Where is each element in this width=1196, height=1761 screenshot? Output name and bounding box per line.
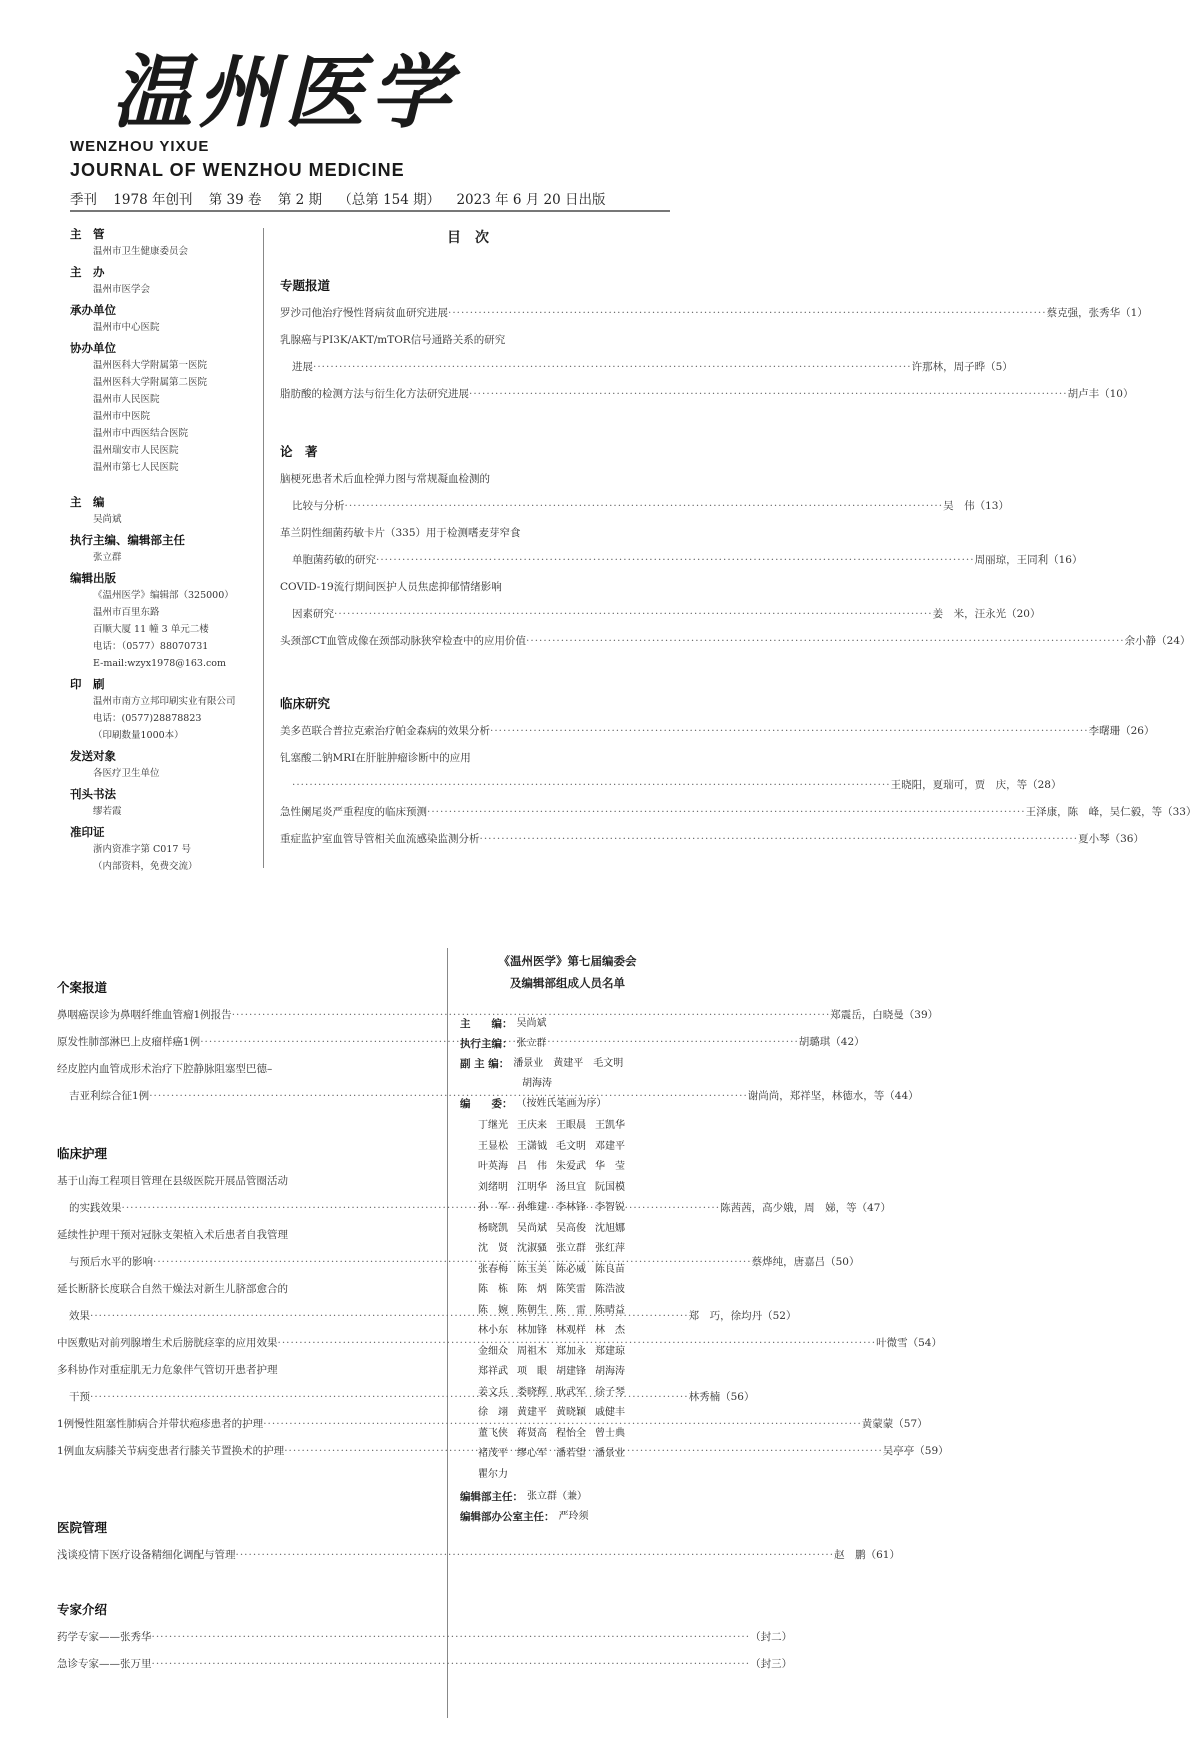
entry-title: 脂肪酸的检测方法与衍生化方法研究进展 [280,388,469,400]
board-member-name [556,1465,595,1486]
board-member-name: 蒋贤高 [517,1427,547,1439]
leader-dots [427,799,1026,826]
board-member-name: 程怡全 [556,1427,586,1439]
board-member-name: 林 杰 [595,1325,625,1336]
entry-authors-page: 林秀楠（56） [688,1391,755,1403]
entry-authors-page: 姜 米，汪永光（20） [932,608,1041,620]
toc-section-title: 专题报道 [280,278,331,293]
toc-entry[interactable] [280,628,1191,655]
entry-title: 中医敷贴对前列腺增生术后膀胱痉挛的应用效果 [57,1337,278,1349]
sidebar-label: 主 办 [70,265,105,279]
entry-authors-page: 陈茜茜，高少娥，周 娣，等（47） [720,1202,891,1214]
leader-dots [526,628,1125,655]
leader-dots [313,354,912,381]
board-member-name: 沈旭娜 [595,1222,625,1234]
board-member-name: 陈 栋 [478,1284,508,1295]
entry-title: 进展 [292,361,313,373]
board-member-name: 胡建锋 [556,1366,586,1377]
board-member-name: 孙维建 [517,1202,547,1213]
entry-title: 的实践效果 [69,1202,122,1214]
sidebar-value: 张立群 [93,552,122,563]
sidebar-value: 温州瑞安市人民医院 [93,445,179,456]
board-member-name [595,1465,634,1486]
board-row-chief-editor [460,1014,675,1034]
board-member-name: 王凯华 [595,1120,625,1131]
board-person: 张立群（兼） [527,1491,587,1502]
board-role-label: 编 委： [460,1098,513,1110]
toc-section-title: 临床护理 [57,1146,108,1161]
entry-authors-page: 王泽康，陈 峰，吴仁毅，等（33） [1025,806,1196,818]
board-person: 严玲须 [558,1511,589,1522]
toc-entry-title-line[interactable]: 钆塞酸二钠MRI在肝脏肿瘤诊断中的应用 [280,752,471,764]
entry-authors-page: 李曙珊（26） [1088,725,1155,737]
sidebar-value: 各医疗卫生单位 [93,768,160,779]
toc-section-original-articles [280,442,1191,655]
journal-title-pinyin: WENZHOU YIXUE [70,138,210,155]
sidebar-group-executive-editor [70,532,250,566]
board-member-name: 叶英海 [478,1161,508,1172]
board-person: 吴尚斌 [516,1018,547,1029]
entry-authors-page: 许那林，周子晔（5） [911,361,1013,373]
leader-dots [334,601,933,628]
board-role-label: 执行主编： [460,1038,513,1050]
entry-authors-page: 夏小琴（36） [1078,833,1144,845]
board-member-name: 徐子琴 [595,1386,625,1398]
board-member-name: 黄晓颖 [556,1407,586,1418]
leader-dots [490,718,1089,745]
board-member-name: 王眼晨 [556,1120,586,1131]
board-member-name: 吴高俊 [556,1222,586,1234]
issue-number: 第 2 期 [277,192,322,208]
sidebar-group-calligraphy [70,786,250,820]
entry-title: 1例血友病膝关节病变患者行膝关节置换术的护理 [57,1445,285,1457]
entry-title: 鼻咽癌误诊为鼻咽纤维血管瘤1例报告 [57,1009,232,1021]
toc-section-special-reports [280,276,1148,408]
board-member-name: 缪心军 [517,1448,547,1459]
board-member-name: 王潇钺 [517,1140,547,1152]
toc-entry-title-line[interactable]: 多科协作对重症肌无力危象伴气管切开患者护理 [57,1364,278,1376]
leader-dots [376,547,975,574]
sidebar-value: 浙内资准字第 C017 号 [93,844,191,855]
board-member-row [460,1321,675,1342]
board-member-name: 徐 翊 [478,1407,508,1418]
board-member-name: 陈浩波 [595,1284,625,1295]
board-member-name: 沈 贤 [478,1243,508,1254]
board-member-name: 周祖木 [517,1345,547,1357]
toc-entry[interactable] [280,799,1196,826]
toc-entry[interactable] [280,826,1144,853]
board-member-name: 曾士典 [595,1427,625,1439]
entry-authors-page: 吴亭亭（59） [882,1445,949,1457]
entry-authors-page: （封二） [750,1631,793,1643]
entry-authors-page: 王晓阳，夏瑞可，贾 庆，等（28） [890,779,1062,791]
board-member-name: 陈玉美 [517,1263,547,1275]
toc-entry-title-line[interactable]: 乳腺癌与PI3K/AKT/mTOR信号通路关系的研究 [280,334,506,346]
toc-entry[interactable] [280,718,1155,745]
toc-entry[interactable] [280,381,1134,408]
sidebar-label: 发送对象 [70,749,116,763]
board-member-name [517,1465,556,1486]
entry-title: 单胞菌药敏的研究 [292,554,376,566]
board-row-office-director [460,1507,675,1527]
toc-section-clinical-research [280,694,1196,853]
entry-authors-page: 谢尚尚，郑祥坚，林德水，等（44） [747,1090,919,1102]
board-row-editorial-director [460,1487,675,1507]
board-member-name: 毛文明 [556,1140,586,1152]
board-member-name: 郑祥武 [478,1366,508,1377]
board-member-row [460,1260,675,1281]
board-title-line1: 《温州医学》第七届编委会 [498,954,637,968]
leader-dots [152,1624,751,1651]
board-member-name: 王庆来 [517,1120,547,1131]
board-member-name: 陈良苗 [595,1263,625,1275]
sidebar-group-sponsor [70,264,250,298]
entry-authors-page: （封三） [750,1658,793,1670]
board-member-row [460,1219,675,1240]
issue-volume: 第 39 卷 [208,192,262,208]
issue-publish-date: 2023 年 6 月 20 日出版 [456,192,606,208]
sidebar-value: 温州市中心医院 [93,322,160,333]
board-member-name: 杨晓凯 [478,1222,508,1234]
board-member-name: 陈朝生 [517,1304,547,1316]
sidebar-value: 温州市中西医结合医院 [93,428,189,439]
entry-title: 重症监护室血管导管相关血流感染监测分析 [280,833,480,845]
board-member-name: 邓建平 [595,1140,625,1152]
board-member-name: 黄建平 [517,1407,547,1418]
entry-authors-page: 黄蒙蒙（57） [861,1418,928,1430]
board-member-name: 李林锋 [556,1202,586,1213]
board-member-row [460,1137,675,1158]
toc-section-expert-intro [57,1600,793,1678]
entry-authors-page: 胡卢丰（10） [1067,388,1134,400]
board-member-row [460,1280,675,1301]
board-member-name: 胡海涛 [595,1366,625,1377]
issue-total-number: （总第 154 期） [338,192,441,208]
entry-authors-page: 胡璐琪（42） [798,1036,865,1048]
sidebar-value: 温州医科大学附属第一医院 [93,360,208,371]
entry-title: 比较与分析 [292,500,345,512]
board-member-name: 林小东 [478,1325,508,1336]
board-member-name: 江明华 [517,1181,547,1193]
leader-dots [152,1651,751,1678]
leader-dots [345,493,944,520]
board-member-row [460,1342,675,1363]
board-row-executive-editor [460,1034,675,1054]
board-member-name: 董飞侠 [478,1427,508,1439]
sidebar-label: 执行主编、编辑部主任 [70,533,185,547]
publication-info-sidebar [70,226,250,879]
sidebar-value: 温州市医学会 [93,284,151,295]
entry-title: 原发性肺部淋巴上皮瘤样癌1例 [57,1036,201,1048]
board-member-name: 华 莹 [595,1161,625,1172]
journal-logo-calligraphy [110,38,456,139]
masthead-divider [70,210,670,212]
sidebar-label: 主 编 [70,495,105,509]
board-member-name: 陈 炳 [517,1284,547,1295]
board-member-name: 陈 雷 [556,1304,586,1316]
board-member-name: 项 眼 [517,1366,547,1377]
editorial-board-panel [460,950,675,1527]
toc-entry-title-line[interactable]: COVID-19流行期间医护人员焦虑抑郁情绪影响 [280,581,502,593]
sidebar-group-publisher [70,570,250,672]
sidebar-value: 电话：（0577）88070731 [93,641,209,652]
entry-authors-page: 郑 巧，徐均丹（52） [688,1310,797,1322]
board-member-name: 丁继光 [478,1120,508,1131]
board-member-row [460,1383,675,1404]
entry-title: 吉亚利综合征1例 [69,1090,150,1102]
board-member-row [460,1424,675,1445]
entry-authors-page: 蔡克强，张秀华（1） [1046,307,1148,319]
sidebar-label: 刊头书法 [70,787,116,801]
board-member-name: 张立群 [556,1243,586,1254]
entry-authors-page: 吴 伟（13） [943,500,1009,512]
sidebar-value: 温州市南方立邦印刷实业有限公司 [93,696,236,707]
board-member-name: 潘若望 [556,1448,586,1459]
board-row-members-label [460,1094,675,1114]
sidebar-group-editor-in-chief [70,494,250,528]
board-member-name: 李智锐 [595,1202,625,1213]
entry-title: 1例慢性阻塞性肺病合并带状疱疹患者的护理 [57,1418,264,1430]
toc-entry[interactable] [57,1624,793,1651]
board-member-name: 陈晴益 [595,1304,625,1316]
sidebar-group-distribution [70,748,250,782]
sidebar-group-organizer [70,302,250,336]
entry-title: 因素研究 [292,608,334,620]
board-person: 胡海涛 [522,1078,552,1089]
board-member-name: 郑加永 [556,1345,586,1357]
logo-text: 温州医学 [112,45,456,139]
board-role-label: 主 编： [460,1018,513,1030]
sidebar-label: 协办单位 [70,341,116,355]
entry-authors-page: 叶微雪（54） [876,1337,942,1349]
entry-authors-page: 赵 鹏（61） [834,1549,900,1561]
board-member-name: 阮国模 [595,1181,625,1193]
board-member-name: 张春梅 [478,1263,508,1275]
entry-authors-page: 周丽琼，王同利（16） [974,554,1083,566]
toc-entry-title-line[interactable]: 延长断脐长度联合自然干燥法对新生儿脐部愈合的 [57,1283,288,1295]
board-member-name: 朱爱武 [556,1161,586,1172]
sidebar-group-co-organizers [70,340,250,476]
board-member-name: 孙 军 [478,1202,508,1213]
entry-title: 罗沙司他治疗慢性肾病贫血研究进展 [280,307,448,319]
board-member-name: 吕 伟 [517,1161,547,1172]
toc-section-title: 个案报道 [57,980,108,995]
board-member-name: 瞿尔力 [478,1468,508,1480]
leader-dots [292,772,891,799]
board-member-name: 张红萍 [595,1243,625,1254]
toc-title: 目次 [447,230,503,246]
entry-title: 急诊专家——张万里 [57,1658,152,1670]
leader-dots [480,826,1079,853]
board-member-name: 刘绪明 [478,1181,508,1193]
sidebar-value: 缪若霞 [93,806,122,817]
journal-title-english: JOURNAL OF WENZHOU MEDICINE [70,160,405,180]
sidebar-label: 准印证 [70,825,105,839]
sidebar-value: 温州市百里东路 [93,607,160,618]
toc-section-title: 论 著 [280,444,318,459]
toc-entry[interactable] [280,354,1013,381]
sidebar-value: 吴尚斌 [93,514,122,525]
board-member-name: 潘景业 [595,1448,625,1459]
sidebar-value: 百顺大厦 11 幢 3 单元二楼 [93,624,209,635]
entry-title: 美多芭联合普拉克索治疗帕金森病的效果分析 [280,725,490,737]
toc-entry[interactable] [280,601,1041,628]
entry-title: 药学专家——张秀华 [57,1631,152,1643]
board-member-name: 林加锋 [517,1325,547,1336]
entry-title: 急性阑尾炎严重程度的临床预测 [280,806,427,818]
toc-entry[interactable] [280,493,1009,520]
toc-entry-title-line[interactable]: 脑梗死患者术后血栓弹力图与常规凝血检测的 [280,473,490,485]
board-member-name: 陈必威 [556,1263,586,1275]
board-member-name: 褚茂平 [478,1448,508,1459]
board-member-name: 陈笑雷 [556,1284,586,1295]
entry-authors-page: 余小静（24） [1124,635,1191,647]
issue-founded: 1978 年创刊 [113,192,193,208]
board-title-line2: 及编辑部组成人员名单 [510,976,625,990]
leader-dots [236,1542,835,1569]
sidebar-label: 编辑出版 [70,571,116,585]
toc-section-title: 临床研究 [280,696,331,711]
board-member-row [460,1403,675,1424]
entry-title: 干预 [69,1391,90,1403]
sidebar-value: （印刷数量1000本） [93,730,184,741]
toc-entry[interactable] [280,300,1148,327]
sidebar-value: 温州市中医院 [93,411,151,422]
sidebar-label: 承办单位 [70,303,116,317]
board-member-name: 金细众 [478,1345,508,1357]
board-role-label: 编辑部主任： [460,1491,523,1503]
issue-info-line [70,188,618,208]
toc-entry[interactable] [57,1651,793,1678]
issue-frequency: 季刊 [70,192,97,208]
entry-authors-page: 郑震岳，白晓曼（39） [830,1009,939,1021]
sidebar-value: 电话：(0577)28878823 [93,713,202,724]
board-member-name: 王显松 [478,1140,508,1152]
board-row-deputy-editor [460,1054,675,1074]
sidebar-value: 温州市第七人民医院 [93,462,179,473]
sidebar-group-printer [70,676,250,744]
board-member-name: 汤旦宜 [556,1181,586,1193]
toc-entry-title-line[interactable]: 经皮腔内血管成形术治疗下腔静脉阻塞型巴德– [57,1063,273,1075]
sidebar-value: （内部资料，免费交流） [93,861,198,872]
toc-entry[interactable] [280,772,1062,799]
board-members-note: （按姓氏笔画为序） [516,1098,607,1109]
toc-section-hospital-management [57,1518,900,1569]
logo-calligraphy-graphic [110,38,456,139]
entry-title: 头颈部CT血管成像在颈部动脉狭窄检查中的应用价值 [280,635,527,647]
sidebar-value: E-mail:wzyx1978@163.com [93,658,227,669]
toc-entry[interactable] [280,547,1083,574]
board-members-list [460,1116,675,1485]
leader-dots [469,381,1068,408]
sidebar-label: 主 管 [70,227,105,241]
sidebar-value: 温州医科大学附属第二医院 [93,377,208,388]
toc-entry-title-line[interactable]: 革兰阴性细菌药敏卡片（335）用于检测嗜麦芽窄食 [280,527,521,539]
board-member-row [460,1362,675,1383]
board-person: 张立群 [516,1038,547,1049]
sidebar-value: 温州市卫生健康委员会 [93,246,189,257]
toc-section-title: 专家介绍 [57,1602,108,1617]
board-member-row [460,1178,675,1199]
board-member-row [460,1444,675,1465]
toc-entry[interactable] [57,1542,900,1569]
board-member-row [460,1116,675,1137]
board-member-name: 陈 婉 [478,1304,508,1316]
sidebar-spacer [70,480,250,494]
entry-authors-page: 蔡烨纯，唐嘉吕（50） [751,1256,860,1268]
toc-entry-title-line[interactable]: 基于山海工程项目管理在县级医院开展品管圈活动 [57,1175,288,1187]
toc-entry-title-line[interactable]: 延续性护理干预对冠脉支架植入术后患者自我管理 [57,1229,288,1241]
board-member-name: 吴尚斌 [517,1222,547,1234]
board-member-row [460,1239,675,1260]
board-role-label: 副 主 编： [460,1058,510,1070]
board-row-deputy-editor-cont [460,1074,675,1094]
board-member-name: 娄晓辉 [517,1386,547,1398]
board-member-row [460,1465,675,1486]
sidebar-label: 印 刷 [70,677,105,691]
entry-title: 与预后水平的影响 [69,1256,153,1268]
toc-section-title: 医院管理 [57,1520,108,1535]
board-member-name: 沈淑骚 [517,1243,547,1254]
entry-title: 效果 [69,1310,90,1322]
board-member-row [460,1157,675,1178]
entry-title: 浅谈疫情下医疗设备精细化调配与管理 [57,1549,236,1561]
board-member-name: 戚健丰 [595,1407,625,1418]
board-member-name: 耿武军 [556,1386,586,1398]
sidebar-value: 温州市人民医院 [93,394,160,405]
column-divider-top [263,228,264,868]
board-member-row [460,1301,675,1322]
leader-dots [448,300,1047,327]
board-person: 潘景业 黄建平 毛文明 [513,1058,624,1069]
sidebar-group-supervisor [70,226,250,260]
board-member-name: 林观样 [556,1325,586,1336]
board-member-name: 郑建琼 [595,1345,625,1357]
board-member-name: 姜文兵 [478,1386,508,1398]
board-role-label: 编辑部办公室主任： [460,1511,555,1523]
board-member-row [460,1198,675,1219]
sidebar-group-permit [70,824,250,875]
sidebar-value: 《温州医学》编辑部（325000） [93,590,234,601]
